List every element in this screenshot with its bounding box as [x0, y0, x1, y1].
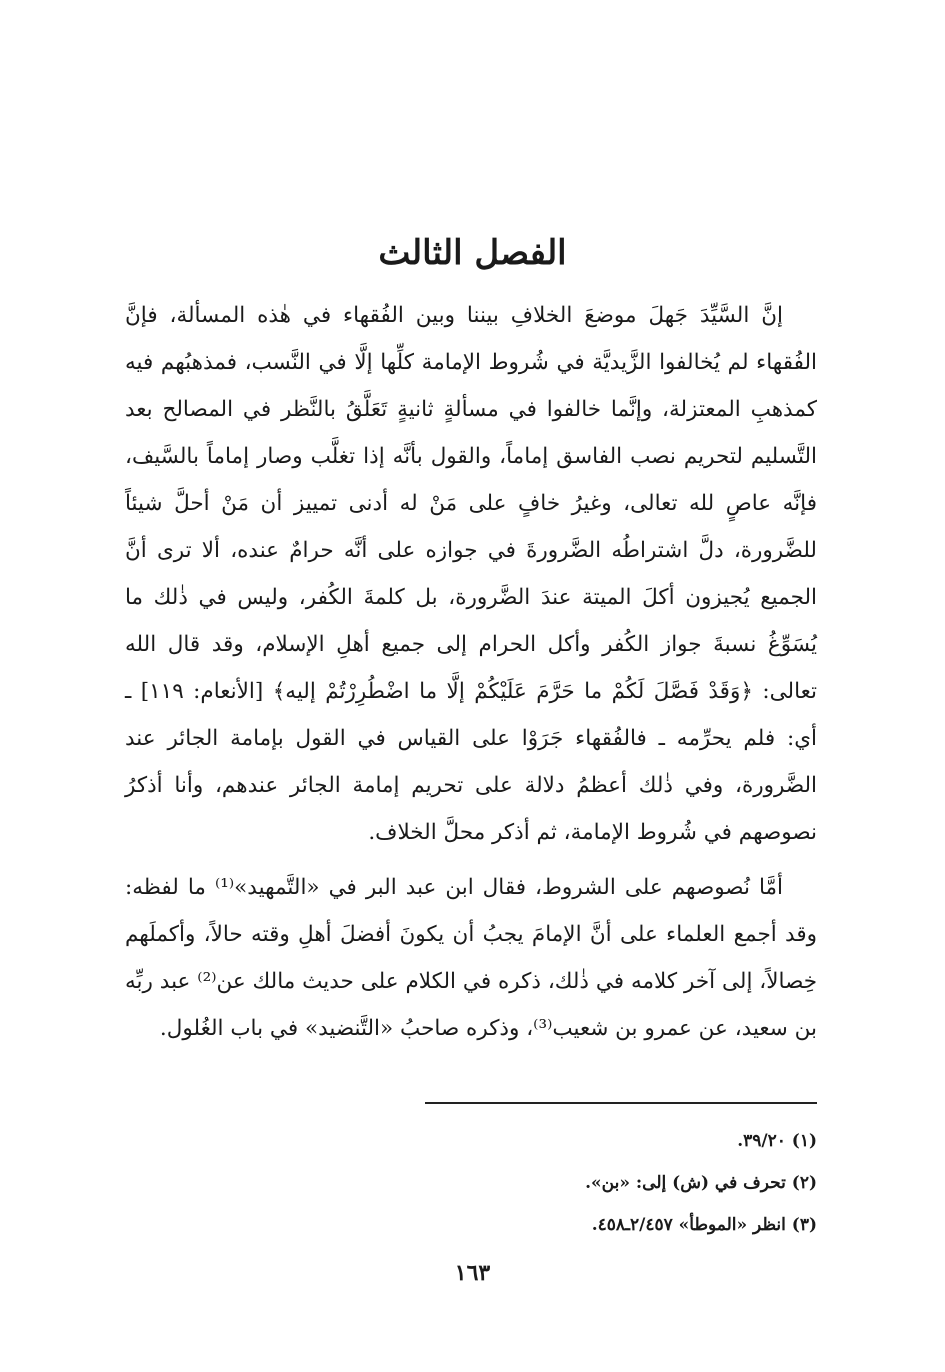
footnote-divider [425, 1102, 817, 1104]
footnote-2: (٢) تحرف في (ش) إلى: «بن». [585, 1173, 817, 1193]
chapter-title: الفصل الثالث [378, 233, 567, 273]
paragraph-1: إنَّ السَّيِّدَ جَهلَ موضعَ الخلافِ بيننا وبين الفُقهاء في هٰذه المسألة، فإنَّ الفُقهاء لم يُخالفوا الزَّيديَّة في شُروط الإمامة كلِّها إلَّا في النَّسب، فمذهبُهم فيه كمذهبِ المعتزلة، وإنَّما خالفوا في مسألةٍ ثانيةٍ تَعَلَّقُ بالنَّظر في المصالح بعد التَّسليم لتحريم نصب الفاسق إماماً، والقول بأنَّه إذا تغلَّب وصار إماماً بالسَّيف، فإنَّه عاصٍ لله تعالى، وغيرُ خافٍ على مَنْ له أدنى تمييز أن مَنْ أحلَّ شيئاً للضَّرورة، دلَّ اشتراطُه الضَّرورةَ في جوازه على أنَّه حرامٌ عنده، ألا ترى أنَّ الجميع يُجيزون أكلَ الميتة عندَ الضَّرورة، بل كلمةَ الكُفر، وليس في ذٰلك ما يُسَوِّغُ نسبةَ جواز الكُفر وأكل الحرام إلى جميع أهلِ الإسلام، وقد قال الله تعالى: ﴿وَقَدْ فَصَّلَ لَكُمْ ما حَرَّمَ عَلَيْكُمْ إلَّا ما اضْطُرِرْتُمْ إليه﴾ [الأنعام: ١١٩] ـ أي: فلم يحرِّمه ـ فالفُقهاء جَرَوْا على القياس في القول بإمامة الجائر عند الضَّرورة، وفي ذٰلك أعظمُ دلالة على تحريم إمامة الجائر عندهم، وأنا أذكرُ نصوصهم في شُروط الإمامة، ثم أذكر محلَّ الخلاف. [125, 303, 817, 845]
main-text [125, 292, 817, 1052]
footnotes [125, 1120, 817, 1246]
page-number: ١٦٣ [454, 1260, 491, 1286]
paragraph-2: أمَّا نُصوصهم على الشروط، فقال ابن عبد البر في «التَّمهيد»⁽¹⁾ ما لفظه: وقد أجمع العلماء على أنَّ الإمامَ يجبُ أن يكونَ أفضلَ أهلِ وقته حالاً، وأكملَهم خِصالاً، إلى آخر كلامه في ذٰلك، ذكره في الكلام على حديث مالك عن⁽²⁾ عبد ربِّه بن سعيد، عن عمرو بن شعيب⁽³⁾، وذكره صاحبُ «التَّنضيد» في باب الغُلول. [125, 875, 817, 1041]
footnote-1: (١) ٣٩/٢٠. [737, 1131, 817, 1151]
footnote-3: (٣) انظر «الموطأ» ٢/٤٥٧ـ٤٥٨. [591, 1215, 817, 1235]
